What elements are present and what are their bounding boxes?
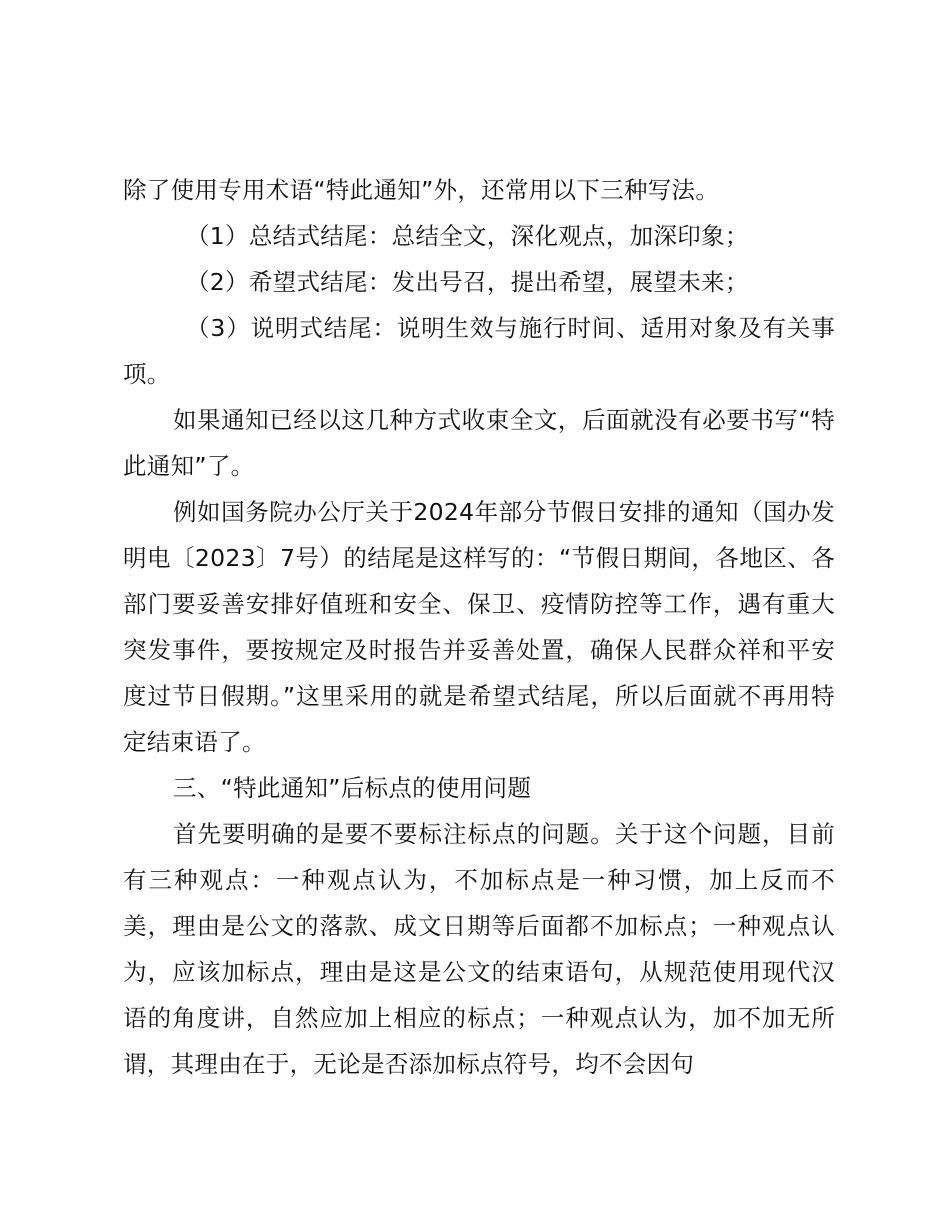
paragraph-summary-ending: （1）总结式结尾：总结全文，深化观点，加深印象；	[186, 222, 749, 250]
paragraph-hope-ending: （2）希望式结尾：发出号召，提出希望，展望未来；	[186, 268, 749, 296]
section-heading-punctuation: 三、“特此通知”后标点的使用问题	[173, 774, 532, 802]
paragraph-closing-methods-intro: 除了使用专用术语“特此通知”外，还常用以下三种写法。	[123, 176, 720, 204]
paragraph-state-council-example: 例如国务院办公厅关于2024年部分节假日安排的通知（国办发明电〔2023〕7号）的结尾是这样写的：“节假日期间，各地区、各部门要妥善安排好值班和安全、保卫、疫情防控等工作，遇有重大突发事件，要按规定及时报告并妥善处置，确保人民群众祥和平安度过节日假期。”这里采用的就是希望式结尾，所以后面就不再用特定结束语了。	[123, 498, 835, 756]
paragraph-no-need-note: 如果通知已经以这几种方式收束全文，后面就没有必要书写“特此通知”了。	[123, 406, 835, 480]
paragraph-explanatory-ending: （3）说明式结尾：说明生效与施行时间、适用对象及有关事项。	[123, 314, 835, 388]
paragraph-punctuation-viewpoints: 首先要明确的是要不要标注标点的问题。关于这个问题，目前有三种观点：一种观点认为，不加标点是一种习惯，加上反而不美，理由是公文的落款、成文日期等后面都不加标点；一种观点认为，应该加标点，理由是这是公文的结束语句，从规范使用现代汉语的角度讲，自然应加上相应的标点；一种观点认为，加不加无所谓，其理由在于，无论是否添加标点符号，均不会因句	[123, 820, 835, 1078]
document-page	[123, 167, 835, 1087]
